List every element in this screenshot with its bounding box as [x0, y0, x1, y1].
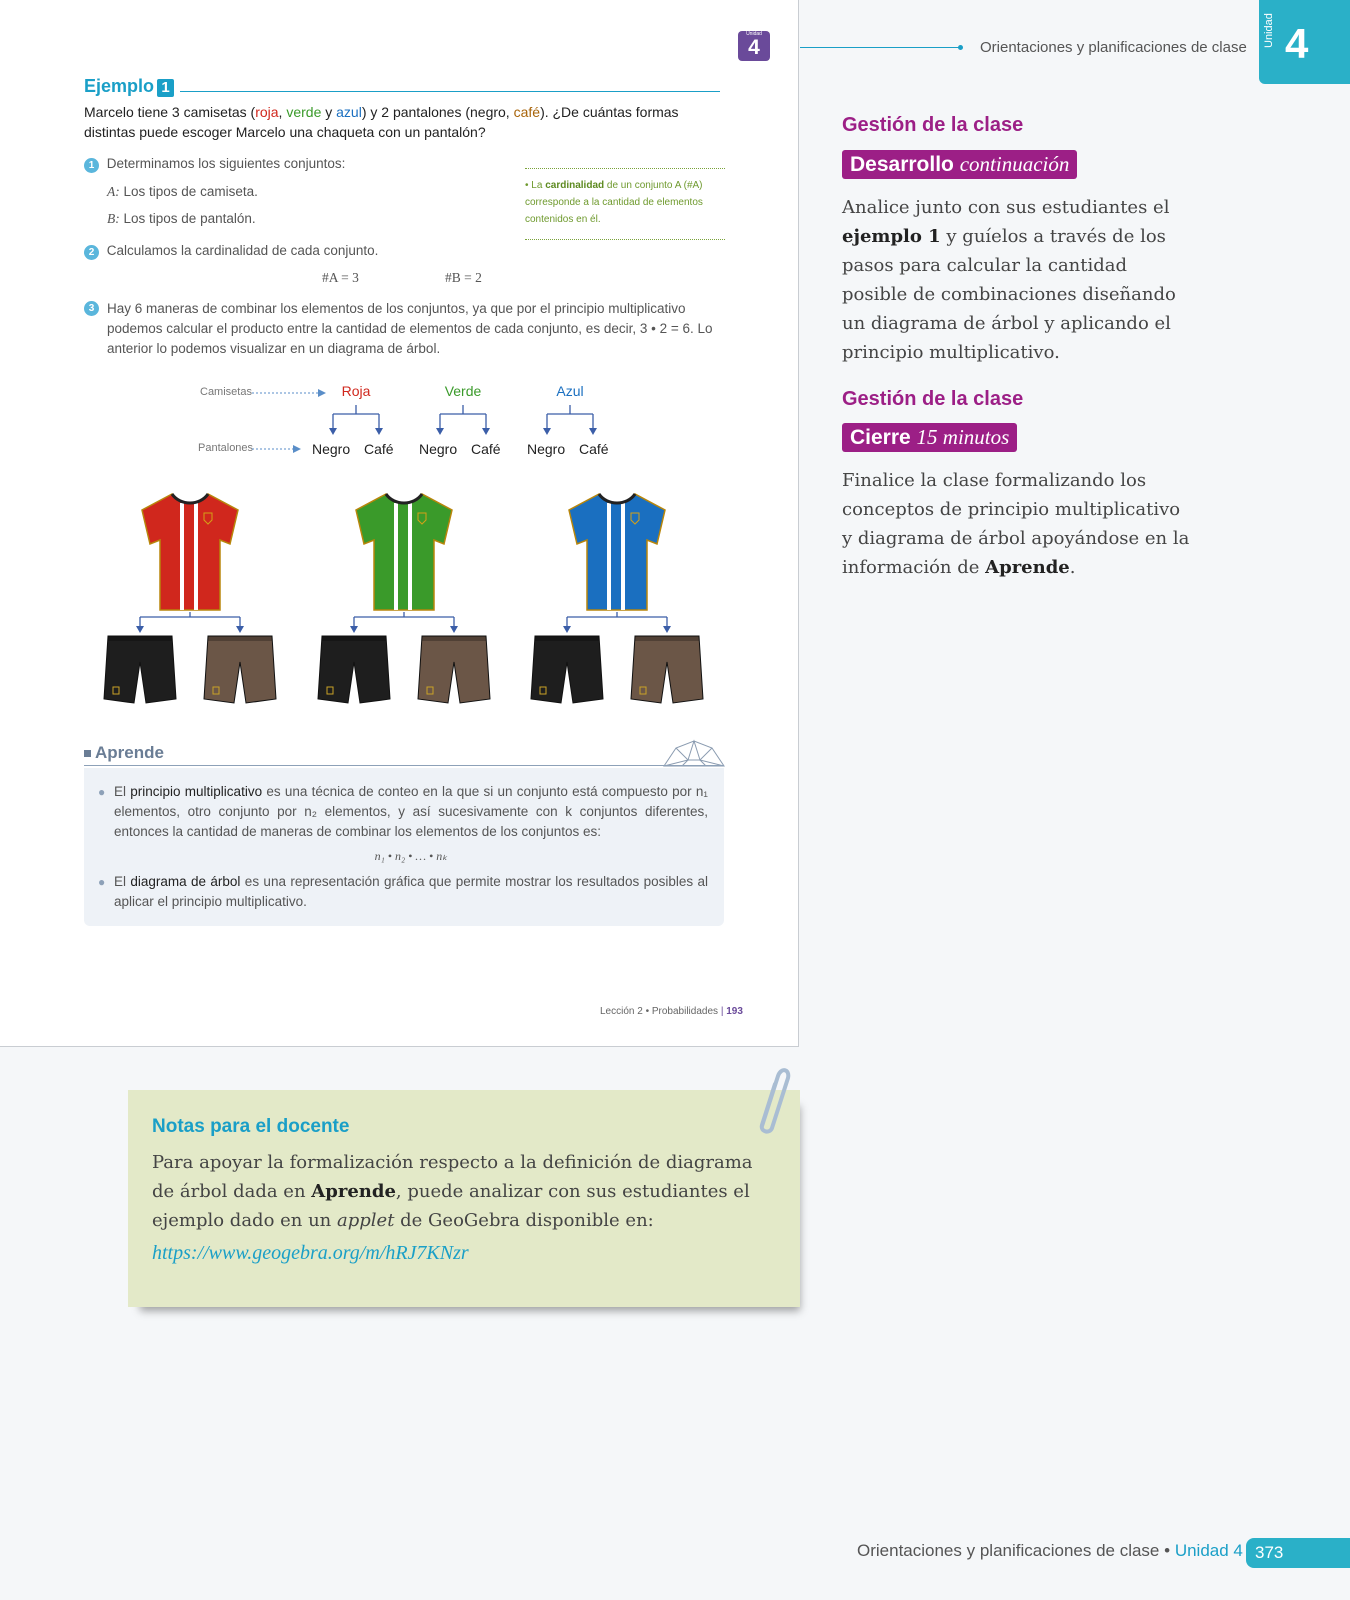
notes-title: Notas para el docente [152, 1116, 350, 1137]
teacher-notes [128, 1090, 800, 1307]
aprende-rule [84, 765, 724, 766]
polyhedron-icon [660, 738, 726, 768]
step-text: Hay 6 maneras de combinar los elementos de los conjuntos, ya que por el principio multiplicativo podemos calcular el producto entre la cantidad de elementos de cada conjunto, es decir, 3 • 2 = 6. Lo anterior lo podemos visualizar en un diagrama de árbol. [107, 301, 713, 356]
shirt-roja-icon [142, 494, 238, 610]
cardinality-a: #A = 3 [322, 270, 359, 285]
tree-diagram [0, 0, 798, 720]
tree-pants-negro: Negro [527, 441, 566, 457]
step-text: Calculamos la cardinalidad de cada conjunto. [106, 243, 379, 258]
student-page [0, 0, 799, 1047]
tree-shirt-roja: Roja [341, 383, 371, 399]
tree-pants-cafe: Café [364, 441, 394, 457]
pants-cafe-icon [204, 636, 276, 703]
header-dot [958, 45, 963, 50]
cardinality-note: • La cardinalidad de un conjunto A (#A) corresponde a la cantidad de elementos contenidos en él. [525, 168, 725, 240]
unit-badge-number: 4 [748, 36, 760, 59]
guide-block1-title: Gestión de la clase [842, 114, 1024, 136]
guide-block2-title: Gestión de la clase [842, 388, 1024, 410]
guide-block2-band: Cierre 15 minutos [842, 423, 1017, 452]
aprende-box: ● El principio multiplicativo es una técnica de conteo en la que si un conjunto está compuesto por n₁ elementos, otro conjunto por n₂ elementos, y así sucesivamente con k conjuntos diferentes, entonces la cantidad de maneras de combinar los elementos de los conjuntos es: n₁ • n₂ • … • nₖ ● El diagrama de árbol es una representación gráfica que permite mostrar los resultados posibles al aplicar el principio multiplicativo. [84, 768, 724, 926]
header-rule [800, 47, 960, 48]
guide-block1-text: Analice junto con sus estudiantes el ejemplo 1 y guíelos a través de los pasos para calcular la cantidad posible de combinaciones diseñando un diagrama de árbol y aplicando el principio multiplicativo. [842, 197, 1176, 363]
example-label: Ejemplo [84, 76, 155, 96]
tree-branch-azul [543, 405, 597, 435]
step-number: 1 [84, 158, 99, 173]
step-number: 3 [84, 301, 99, 316]
example-statement: Marcelo tiene 3 camisetas (roja, verde y azul) y 2 pantalones (negro, café). ¿De cuántas formas distintas puede escoger Marcelo una chaqueta con un pantalón? [84, 104, 679, 140]
tree-pants-negro: Negro [312, 441, 351, 457]
shirt-azul-icon [569, 494, 665, 610]
tree-branch-pants [350, 612, 458, 633]
shirt-verde-icon [356, 494, 452, 610]
tree-pants-cafe: Café [579, 441, 609, 457]
pants-negro-icon [531, 636, 603, 703]
guide-block1-band: Desarrollo continuación [842, 150, 1077, 179]
tree-row-label-pants: Pantalones [198, 442, 254, 454]
paperclip-icon [748, 1062, 792, 1136]
tree-pants-negro: Negro [419, 441, 458, 457]
aprende-title: Aprende [84, 743, 164, 763]
guide-block2-text: Finalice la clase formalizando los conceptos de principio multiplicativo y diagrama de árbol apoyándose en la información de Aprende. [842, 470, 1190, 578]
aprende-item-1: El principio multiplicativo es una técnica de conteo en la que si un conjunto está compuesto por n₁ elementos, otro conjunto por n₂ elementos, y así sucesivamente con k conjuntos diferentes, entonces la cantidad de maneras de combinar los elementos de los conjuntos es: [114, 784, 708, 839]
pants-negro-icon [104, 636, 176, 703]
cardinality-b: #B = 2 [445, 270, 482, 285]
geogebra-link[interactable]: https://www.geogebra.org/m/hRJ7KNzr [152, 1242, 469, 1264]
header-section-title: Orientaciones y planificaciones de clase [980, 39, 1247, 56]
page-footer: Orientaciones y planificaciones de clase • Unidad 4 [857, 1541, 1243, 1560]
example-number: 1 [157, 79, 174, 97]
unit-tab-label: Unidad [1263, 13, 1275, 48]
pants-negro-icon [318, 636, 390, 703]
unit-tab [1259, 0, 1350, 84]
aprende-formula: n₁ • n₂ • … • nₖ [374, 849, 448, 863]
tree-branch-verde [436, 405, 490, 435]
pants-cafe-icon [631, 636, 703, 703]
tree-branch-pants [563, 612, 671, 633]
step-text: Determinamos los siguientes conjuntos: [106, 156, 346, 171]
pants-cafe-icon [418, 636, 490, 703]
page-number-tab: 373 [1246, 1538, 1350, 1568]
tree-row-label-shirts: Camisetas [200, 386, 252, 398]
tree-branch-roja [329, 405, 383, 435]
step-number: 2 [84, 245, 99, 260]
tree-pants-cafe: Café [471, 441, 501, 457]
unit-badge-label: Unidad [746, 31, 762, 37]
notes-text: Para apoyar la formalización respecto a la definición de diagrama de árbol dada en Aprende, puede analizar con sus estudiantes el ejemplo dado en un applet de GeoGebra disponible en: [152, 1152, 753, 1231]
tree-branch-pants [136, 612, 244, 633]
tree-shirt-azul: Azul [556, 383, 584, 399]
set-b: B: Los tipos de pantalón. [107, 211, 256, 226]
aprende-item-2: El diagrama de árbol es una representación gráfica que permite mostrar los resultados posibles al aplicar el principio multiplicativo. [114, 874, 708, 909]
set-a: A: Los tipos de camiseta. [107, 184, 258, 199]
student-page-footer: Lección 2 • Probabilidades | 193 [600, 1006, 743, 1017]
tree-shirt-verde: Verde [444, 383, 482, 399]
unit-tab-number: 4 [1285, 20, 1309, 67]
